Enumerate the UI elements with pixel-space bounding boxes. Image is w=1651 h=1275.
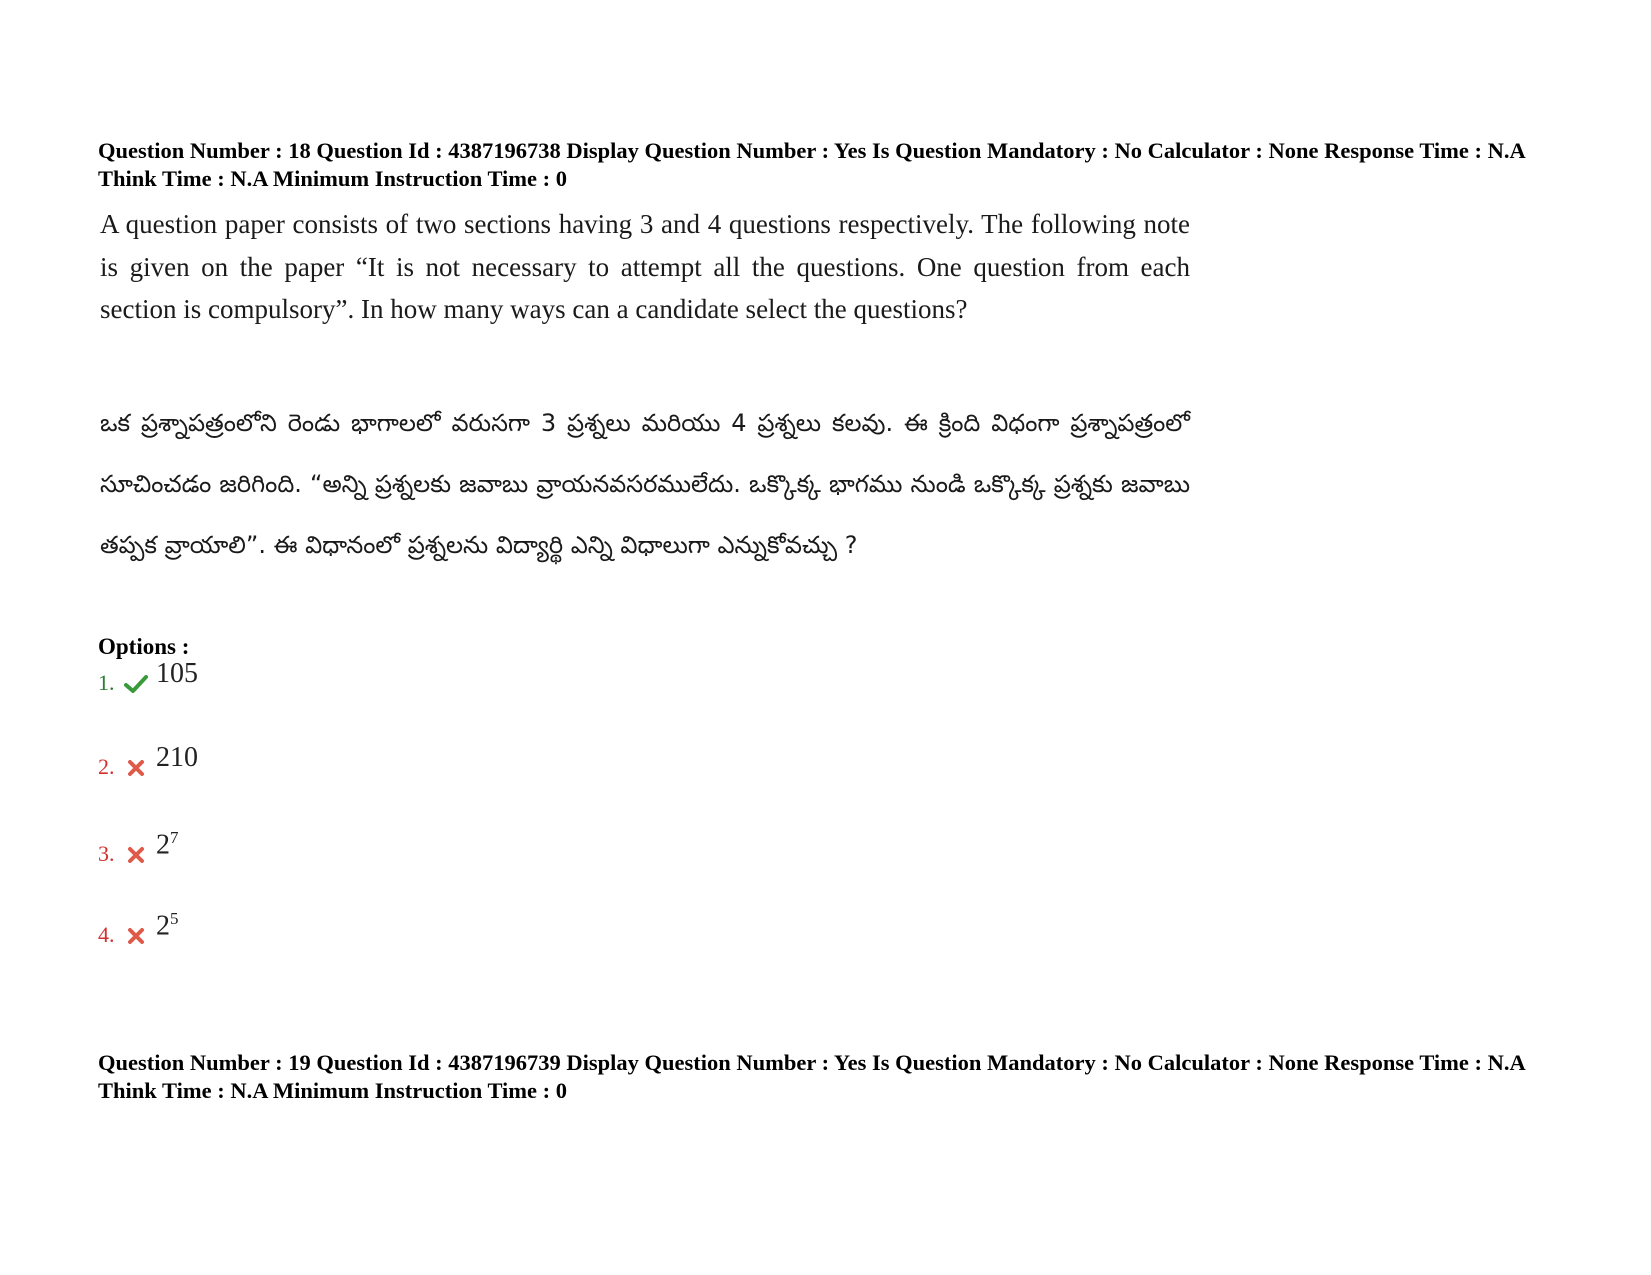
option-value <box>156 909 179 942</box>
option-exponent: 5 <box>170 908 179 928</box>
option-1[interactable] <box>98 656 398 696</box>
check-icon <box>124 674 148 694</box>
option-base: 2 <box>156 910 170 941</box>
option-2[interactable] <box>98 740 398 780</box>
option-value: 210 <box>156 742 198 773</box>
option-number: 1. <box>98 670 115 695</box>
option-exponent: 7 <box>170 827 179 847</box>
option-value <box>156 828 179 861</box>
option-base: 2 <box>156 829 170 860</box>
option-3[interactable] <box>98 827 398 867</box>
cross-icon <box>124 926 148 946</box>
question-19-meta: Question Number : 19 Question Id : 4387196739 Display Question Number : Yes Is Question Mandatory : No Calculator : None Response Time : N.A Think Time : N.A Minimum Instruction Time : 0 <box>98 1050 1525 1103</box>
option-value: 105 <box>156 658 198 689</box>
cross-icon <box>124 758 148 778</box>
cross-icon <box>124 845 148 865</box>
options-label: Options : <box>98 634 190 659</box>
question-18-meta: Question Number : 18 Question Id : 4387196738 Display Question Number : Yes Is Question Mandatory : No Calculator : None Response Time : N.A Think Time : N.A Minimum Instruction Time : 0 <box>98 138 1525 191</box>
option-number: 2. <box>98 754 115 779</box>
question-18-text-english: A question paper consists of two sections having 3 and 4 questions respectively. The following note is given on the paper “It is not necessary to attempt all the questions. One question from each section is compulsory”. In how many ways can a candidate select the questions? <box>100 209 1190 324</box>
option-number: 4. <box>98 922 115 947</box>
option-4[interactable] <box>98 908 398 948</box>
option-number: 3. <box>98 841 115 866</box>
question-18-text-telugu: ఒక ప్రశ్నాపత్రంలోని రెండు భాగాలలో వరుసగా 3 ప్రశ్నలు మరియు 4 ప్రశ్నలు కలవు. ఈ క్రింది విధంగా ప్రశ్నాపత్రంలో సూచించడం జరిగింది. “అన్ని ప్రశ్నలకు జవాబు వ్రాయనవసరములేదు. ఒక్కొక్క భాగము నుండి ఒక్కొక్క ప్రశ్నకు జవాబు తప్పక వ్రాయాలి”. ఈ విధానంలో ప్రశ్నలను విద్యార్థి ఎన్ని విధాలుగా ఎన్నుకోవచ్చు ? <box>100 409 1190 559</box>
